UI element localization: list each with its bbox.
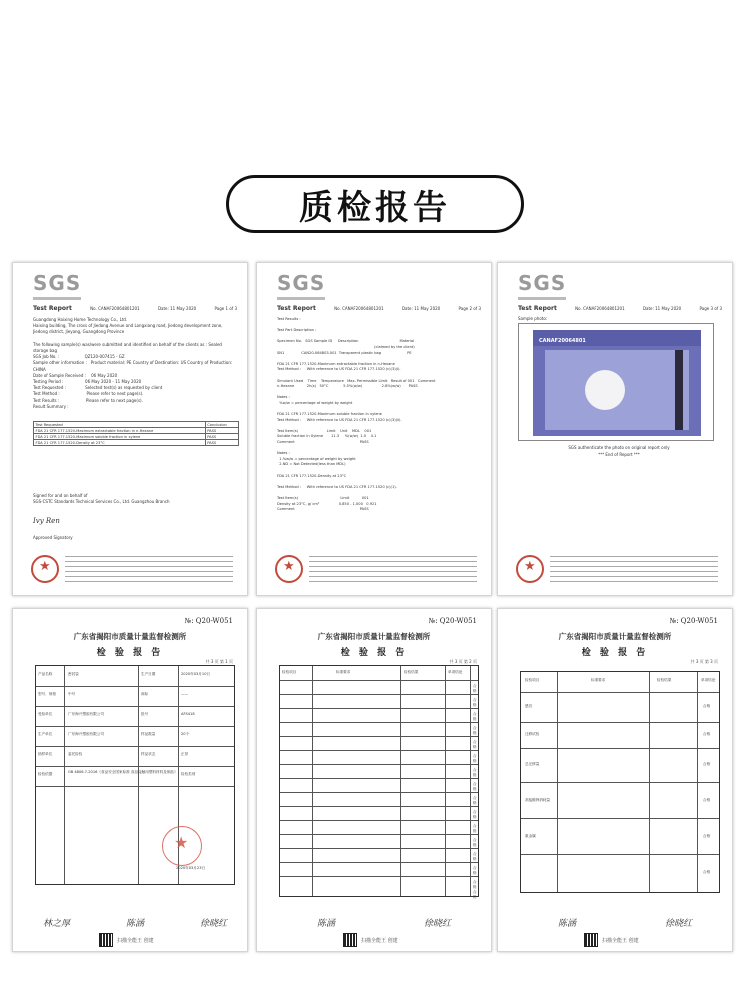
sample-photo-frame — [518, 323, 714, 441]
table-row: FDA 21 CFR 177.1520-Density at 23°C PASS — [34, 440, 239, 446]
sgs-report-page-3[interactable] — [497, 262, 733, 596]
result-summary-table: Test Requested Conclusion FDA 21 CFR 177.1520-Maximum extractable fraction in n-Hexane PASS FDA 21 CFR 177.1520-Maximum soluble fraction in xylene PASS FDA 21 CFR 177.1520-Density at 23°C PASS — [33, 421, 239, 446]
section-title — [226, 175, 524, 233]
issue-date: 2020年03月23日 — [176, 866, 206, 870]
signoff-text: Signed for and on behalf of SGS-CSTC Standards Technical Services Co., Ltd. Guangzhou Branch — [33, 493, 170, 505]
end-of-report: *** End of Report *** — [598, 452, 640, 457]
org-name: 广东省揭阳市质量计量监督检测所 — [73, 632, 187, 641]
page-indicator: 共 3 页 第 3 页 — [690, 659, 718, 664]
table-row: FDA 21 CFR 177.1520-Maximum extractable fraction in n-Hexane PASS — [34, 428, 239, 434]
cn-report-page-2[interactable] — [256, 608, 492, 952]
inspection-table: 检验项目 标准要求 检验结果 单项结论 合格 合格 合格 合格 合格 合格 合格 合格 合格 合格 合格 合格 合格 合格 合格 合格 — [279, 665, 479, 897]
page-indicator: 共 3 页 第 2 页 — [449, 659, 477, 664]
report-number: №: Q20-W051 — [669, 617, 718, 625]
sgs-logo: SGS — [33, 271, 82, 295]
report-header: Test Report No. CANAF20064801201 Date: 11 May 2020 Page 2 of 3 — [277, 305, 481, 312]
table-row: FDA 21 CFR 177.1520-Maximum soluble fraction in xylene PASS — [34, 434, 239, 440]
org-name: 广东省揭阳市质量计量监督检测所 — [317, 632, 431, 641]
report-title: 检 验 报 告 — [340, 648, 408, 658]
page-indicator: 共 3 页 第 1 页 — [205, 659, 233, 664]
report-number: №: Q20-W051 — [428, 617, 477, 625]
official-seal-icon — [162, 826, 202, 866]
seal-icon — [31, 555, 59, 583]
section-title-text: 质检报告 — [299, 187, 451, 228]
signatures: 林之厚 陈涵 徐晓红 — [43, 919, 227, 929]
seal-icon — [275, 555, 303, 583]
report-number: №: Q20-W051 — [184, 617, 233, 625]
sgs-logo: SGS — [518, 271, 567, 295]
report-title: 检 验 报 告 — [96, 648, 164, 658]
inspection-table: 产品名称 型号、规格 受检单位 生产单位 抽样单位 检验依据 密封袋 中号 广东海兴塑胶有限公司 广东海兴塑胶有限公司 委托检验 GB 4806.7-2016《食品安全国家标准 食品接触用塑料材料及制品》 生产日期 商标 批号 样品数量 样品状态 2020年03月10日 —— AFS418 20个 正常 检验类别 ★ 2020年03月23日 — [35, 665, 235, 885]
scanner-watermark: 扫描全能王 创建 — [584, 933, 639, 947]
seal-icon — [516, 555, 544, 583]
photo-label: Sample photo: — [518, 316, 548, 321]
report-footer — [510, 553, 720, 587]
auth-note: SGS authenticate the photo on original report only — [568, 445, 670, 450]
sample-bag-photo — [533, 330, 701, 436]
photo-caption: CANAF20064801 — [539, 338, 586, 344]
report-header: Test Report No. CANAF20064801201 Date: 11 May 2020 Page 1 of 3 — [33, 305, 237, 312]
scanner-watermark: 扫描全能王 创建 — [343, 933, 398, 947]
qr-code-icon — [99, 933, 113, 947]
cn-report-page-1[interactable] — [12, 608, 248, 952]
cn-report-page-3[interactable] — [497, 608, 733, 952]
sgs-report-page-2[interactable] — [256, 262, 492, 596]
signature: Ivy Ren — [33, 517, 60, 525]
sgs-report-page-1[interactable] — [12, 262, 248, 596]
sample-label-disc — [585, 370, 625, 410]
org-name: 广东省揭阳市质量计量监督检测所 — [558, 632, 672, 641]
qr-code-icon — [343, 933, 357, 947]
scanner-watermark: 扫描全能王 创建 — [99, 933, 154, 947]
report-footer — [25, 553, 235, 587]
report-body: Test Results : Test Part Description : Specimen No. SGS Sample ID Description Material (claimed by the client) SN1 CAN20-064803.001 Transparent plastic bag PE FDA 21 CFR 177.1520-Maximum extractable fraction in n-Hexane Test Method : With reference to US FDA 21 CFR 177.1520 (c)(3)(i). Simulant Used Time Temperature Max. Permissible Limit Result of 001 Comment n-Hexane 2h(s) 50°C 5.5%(w/w) 2.8%(w/w) PASS Notes : %w/w = percentage of weight by weight FDA 21 CFR 177.1520-Maximum soluble fraction in xylene Test Method : With reference to US FDA 21 CFR 177.1520 (c)(3)(ii). Test Item(s) Limit Unit MDL 001 Soluble fraction in Xylene 11.3 %(w/w) 1.0 4.1 Comment PASS Notes : 1.%w/w = percentage of weight by weight 2.ND = Not Detected(less than MDL) FDA 21 CFR 177.1520-Density at 23°C Test Method : With reference to US FDA 21 CFR 177.1520 (c)(1). Test Item(s) Limit 001 Density at 23°C, g/ cm³ 0.850 - 1.000 0.921 Comment PASS — [277, 317, 436, 512]
report-header: Test Report No. CANAF20064801201 Date: 11 May 2020 Page 3 of 3 — [518, 305, 722, 312]
inspection-table: 检验项目 标准要求 检验结果 单项结论 感官 迁移试验 总迁移量 高锰酸钾消耗量 重金属 合格 合格 合格 合格 合格 合格 — [520, 671, 720, 893]
qr-code-icon — [584, 933, 598, 947]
sgs-logo: SGS — [277, 271, 326, 295]
signatures: 陈涵 徐晓红 — [558, 919, 692, 929]
signatures: 陈涵 徐晓红 — [317, 919, 451, 929]
report-footer — [269, 553, 479, 587]
report-title: 检 验 报 告 — [581, 648, 649, 658]
signer-title: Approved Signatory — [33, 535, 73, 540]
report-body: Guangdong Haixing Home Technology Co., Ltd. Haixing building, The cross of Jiedong Avenue and Longxiang road, Jiedong development zone, Jiedong district, Jieyang, Guangdong Province The following sample(s) was/were submitted and identified on behalf of the clients as : Sealed storage bag SGS Job No. : QZ120-007415 - GZ Sample other information : Product material: PE Country of Destination: US Country of Production: CHINA Date of Sample Received : 06 May 2020 Testing Period : 06 May 2020 - 11 May 2020 Test Requested : Selected test(s) as requested by client Test Method : Please refer to next page(s). Test Results : Please refer to next page(s). Result Summary : — [33, 317, 233, 409]
